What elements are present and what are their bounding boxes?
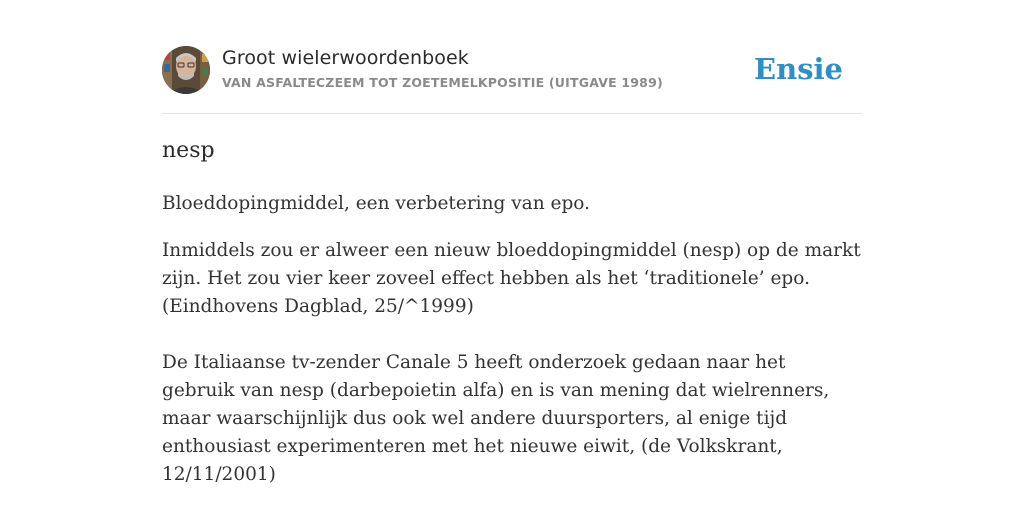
entry-content [162,190,862,512]
header-divider [162,113,862,114]
entry-term: nesp [162,138,215,163]
entry-quote-2: De Italiaanse tv-zender Canale 5 heeft onderzoek gedaan naar het gebruik van nesp (darbepoietin alfa) en is van mening dat wielrenners, maar waarschijnlijk dus ook wel andere duursporters, al enige tijd enthousiast experimenteren met het nieuwe eiwit, (de Volkskrant, 12/11/2001) [162,352,830,485]
avatar[interactable] [162,46,210,94]
book-title[interactable]: Groot wielerwoordenboek [222,47,469,69]
dictionary-header [162,46,862,96]
entry-definition: Bloeddopingmiddel, een verbetering van epo. [162,193,590,214]
ensie-logo-link[interactable]: Ensie [754,52,843,86]
book-subtitle: VAN ASFALTECZEEM TOT ZOETEMELKPOSITIE (UITGAVE 1989) [222,75,663,90]
entry-quote-1: Inmiddels zou er alweer een nieuw bloeddopingmiddel (nesp) op de markt zijn. Het zou vier keer zoveel effect hebben als het ‘traditionele’ epo. (Eindhovens Dagblad, 25/^1999) [162,240,861,317]
author-portrait-icon [162,46,210,94]
